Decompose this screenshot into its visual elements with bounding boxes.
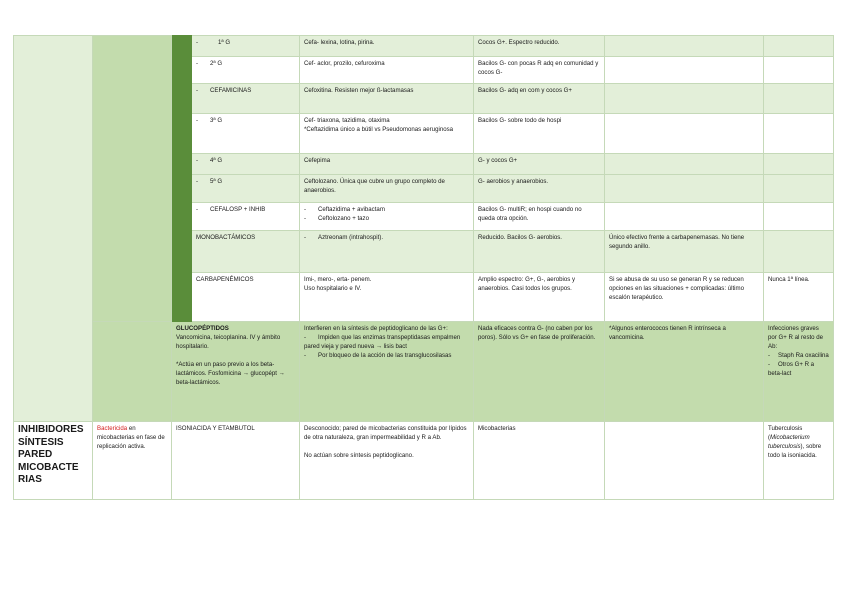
gen5-drugs: Ceftolozano. Única que cubre un grupo completo de anaerobios. [300, 175, 474, 203]
carbapenemicos-label: CARBAPENÉMICOS [192, 273, 300, 322]
carbapenemicos-spectrum: Amplio espectro: G+, G-, aerobios y anaerobios. Casi todos los grupos. [474, 273, 605, 322]
gen1-drugs: Cefa- lexina, lotina, pirina. [300, 36, 474, 57]
micobacterias-drugs: ISONIACIDA Y ETAMBUTOL [172, 422, 300, 500]
gen4-spectrum: G- y cocos G+ [474, 154, 605, 175]
glucopeptidos-cell: GLUCOPÉPTIDOS Vancomicina, teicoplanina. IV y ámbito hospitalario. *Actúa en un paso previo a los beta-lactámicos. Fosfomicina → glucopépt → beta-lactámicos. [172, 322, 300, 422]
gen5-label: - 5ª G [192, 175, 300, 203]
micobacterias-mechanism: Desconocido; pared de micobacterias constituida por lípidos de otra naturaleza, gran impermeabilidad y R a Ab. No actúan sobre síntesis peptidoglicano. [300, 422, 474, 500]
cefamicinas-label: - CEFAMICINAS [192, 84, 300, 114]
class-cell [93, 36, 172, 322]
cefamicinas-drugs: Cefoxitina. Resisten mejor ß-lactamasas [300, 84, 474, 114]
monobactamicos-notes: Único efectivo frente a carbapenemasas. No tiene segundo anillo. [605, 231, 764, 273]
gen5-spectrum: G- aerobios y anaerobios. [474, 175, 605, 203]
glucopeptidos-use: Infecciones graves por G+ R al resto de Ab: - Staph Ra oxacilina - Otros G+ R a beta-lact [764, 322, 834, 422]
group-cell [14, 36, 93, 422]
cefalosp-inhib-label: - CEFALOSP + INHIB [192, 203, 300, 231]
cefalosp-inhib-drugs: - Ceftazidima + avibactam - Ceftolozano + tazo [300, 203, 474, 231]
inhibidores-micobacterias-heading: INHIBIDORES SÍNTESIS PARED MICOBACTE RIAS [14, 422, 93, 500]
micobacterias-action: Bactericida en micobacterias en fase de replicación activa. [93, 422, 172, 500]
monobactamicos-label: MONOBACTÁMICOS [192, 231, 300, 273]
gen2-label: - 2ª G [192, 57, 300, 84]
carbapenemicos-use: Nunca 1ª línea. [764, 273, 834, 322]
gen3-label: - 3ª G [192, 114, 300, 154]
gen1-label: - 1ª G [192, 36, 300, 57]
carbapenemicos-notes: Si se abusa de su uso se generan R y se reducen opciones en las situaciones + complicadas: último escalón terapéutico. [605, 273, 764, 322]
micobacterias-spectrum: Micobacterias [474, 422, 605, 500]
gen4-label: - 4ª G [192, 154, 300, 175]
gen3-drugs: Cef- triaxona, tazidima, otaxima *Ceftazidima único a bútil vs Pseudomonas aeruginosa [300, 114, 474, 154]
gen3-spectrum: Bacilos G- sobre todo de hospi [474, 114, 605, 154]
gen4-drugs: Cefepima [300, 154, 474, 175]
glucopeptidos-spectrum: Nada eficaces contra G- (no caben por los poros). Sólo vs G+ en fase de proliferación. [474, 322, 605, 422]
cefamicinas-spectrum: Bacilos G- adq en com y cocos G+ [474, 84, 605, 114]
glucopeptidos-notes: *Algunos enterococos tienen R intrínseca a vancomicina. [605, 322, 764, 422]
gen2-spectrum: Bacilos G- con pocas R adq en comunidad y cocos G- [474, 57, 605, 84]
micobacterias-use: Tuberculosis (Micobacterium tuberculosis), sobre todo la isoniacida. [764, 422, 834, 500]
gen1-spectrum: Cocos G+. Espectro reducido. [474, 36, 605, 57]
cefalosp-inhib-spectrum: Bacilos G- multiR; en hospi cuando no queda otra opción. [474, 203, 605, 231]
antibiotics-table [13, 35, 834, 500]
carbapenemicos-drugs: Imi-, mero-, erta- penem. Uso hospitalario e IV. [300, 273, 474, 322]
gen2-drugs: Cef- aclor, prozilo, cefuroxima [300, 57, 474, 84]
glucopeptidos-mechanism: Interfieren en la síntesis de peptidoglicano de las G+: - Impiden que las enzimas transpeptidasas empalmen pared vieja y pared nueva → lisis bact - Por bloqueo de la acción de las transglucosilasas [300, 322, 474, 422]
green-bar [172, 36, 192, 322]
monobactamicos-drugs: - Aztreonam (intrahospit). [300, 231, 474, 273]
monobactamicos-spectrum: Reducido. Bacilos G- aerobios. [474, 231, 605, 273]
